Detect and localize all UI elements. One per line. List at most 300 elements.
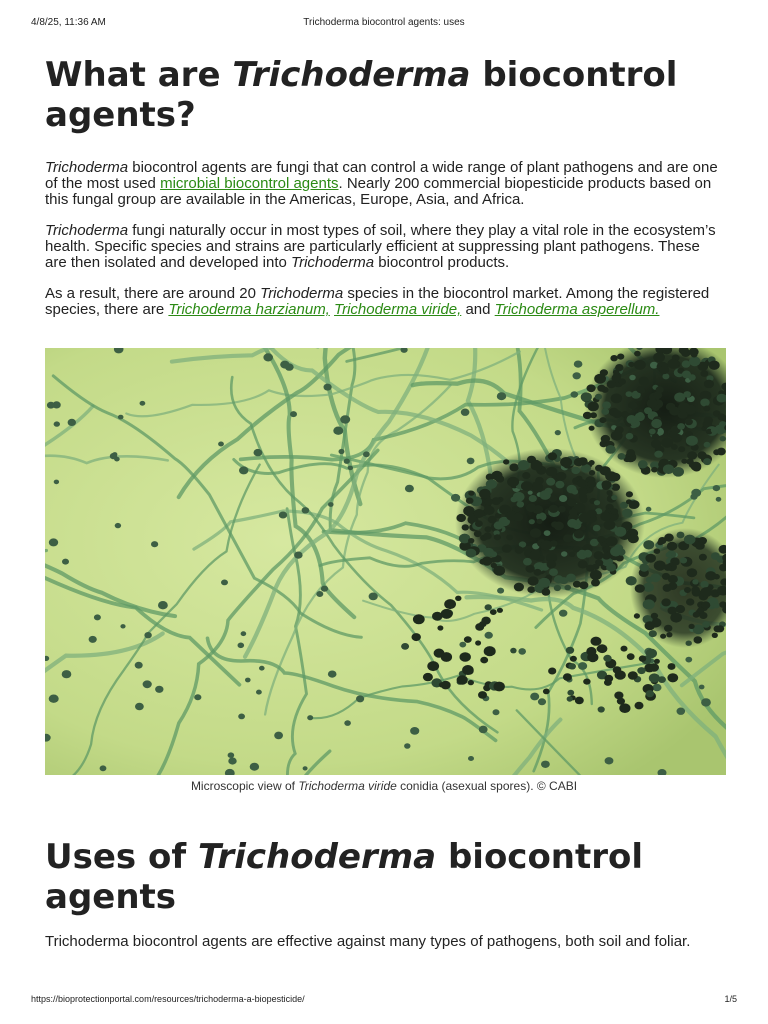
- spore: [348, 466, 353, 471]
- spore: [684, 535, 696, 545]
- spore: [587, 384, 596, 392]
- spore: [486, 479, 497, 489]
- spore: [622, 509, 633, 518]
- spore: [591, 579, 600, 587]
- spore: [457, 675, 468, 684]
- spore: [654, 548, 661, 554]
- spore: [441, 609, 453, 619]
- spore: [538, 698, 546, 705]
- spore: [563, 534, 573, 542]
- spore: [363, 451, 370, 457]
- spore: [669, 431, 677, 438]
- spore: [221, 580, 228, 586]
- spore: [413, 614, 425, 624]
- spore: [478, 691, 487, 699]
- spore: [668, 575, 678, 583]
- spore: [686, 641, 692, 646]
- print-footer: [31, 994, 737, 1006]
- spore: [303, 766, 308, 770]
- spore: [49, 538, 58, 546]
- spore: [626, 449, 635, 457]
- spore: [570, 656, 577, 662]
- spore: [49, 695, 59, 703]
- spore: [663, 584, 672, 592]
- spore: [561, 551, 567, 556]
- spore: [596, 560, 603, 566]
- page-number: 1/5: [724, 994, 737, 1004]
- link-trichoderma-viride[interactable]: Trichoderma viride,: [334, 301, 462, 318]
- spore: [554, 585, 561, 591]
- spore: [694, 636, 703, 643]
- spore: [635, 584, 645, 593]
- spore: [677, 532, 685, 539]
- spore: [228, 757, 236, 764]
- spore: [687, 451, 697, 460]
- spore: [678, 403, 690, 413]
- spore: [316, 591, 323, 597]
- spore: [423, 673, 433, 681]
- spore: [497, 608, 503, 613]
- spore: [613, 370, 619, 376]
- spore: [660, 634, 666, 639]
- spore: [638, 460, 648, 468]
- spore: [689, 624, 695, 629]
- spore: [597, 536, 605, 543]
- spore: [646, 649, 657, 659]
- spore: [534, 569, 542, 576]
- spore: [664, 625, 672, 632]
- spore: [493, 709, 500, 715]
- spore: [479, 621, 486, 627]
- spore: [339, 449, 345, 454]
- spore: [460, 652, 471, 662]
- spore: [459, 642, 466, 648]
- spore: [651, 419, 662, 428]
- spore: [705, 571, 716, 580]
- spore: [703, 458, 711, 465]
- spore: [548, 452, 557, 460]
- spore: [597, 646, 604, 652]
- spore: [701, 601, 710, 609]
- section-heading-what-are: What are Trichoderma biocontrol agents?: [45, 55, 678, 135]
- species-paragraph: As a result, there are around 20 Trichoderma species in the biocontrol market. Among the registered species, there are Trichoderma harzianum, Trichoderma viride, and Trichoderma asperellum.: [45, 285, 710, 318]
- spore: [621, 646, 628, 652]
- spore: [689, 356, 700, 366]
- spore: [611, 495, 617, 500]
- spore: [681, 459, 687, 464]
- spore: [678, 446, 685, 452]
- spore: [687, 568, 698, 577]
- spore: [404, 743, 410, 749]
- spore: [559, 610, 567, 617]
- spore: [574, 458, 584, 466]
- spore: [47, 402, 55, 409]
- print-document-title: Trichoderma biocontrol agents: uses: [303, 17, 465, 28]
- spore: [540, 540, 552, 550]
- spore: [645, 621, 656, 630]
- spore: [513, 513, 523, 522]
- spore: [479, 489, 491, 499]
- spore: [263, 353, 273, 361]
- spore: [307, 715, 313, 720]
- spore: [302, 507, 310, 513]
- spore: [62, 670, 72, 678]
- spore: [502, 544, 512, 552]
- spore: [494, 521, 504, 529]
- spore: [259, 666, 265, 671]
- spore: [573, 372, 581, 379]
- spore: [605, 445, 615, 454]
- micrograph-image: [45, 348, 726, 775]
- spore: [526, 565, 535, 573]
- spore: [511, 497, 518, 503]
- spore: [574, 530, 584, 539]
- spore: [194, 694, 201, 700]
- spore: [485, 632, 493, 639]
- spore: [527, 586, 535, 593]
- spore: [140, 401, 146, 406]
- spore: [673, 560, 680, 566]
- spore: [488, 516, 497, 524]
- spore: [619, 703, 630, 713]
- spore: [575, 697, 584, 705]
- spore: [574, 361, 583, 368]
- spore: [594, 500, 600, 505]
- spore: [555, 481, 564, 489]
- spore: [593, 525, 601, 532]
- spore: [462, 524, 469, 530]
- spore: [559, 495, 567, 502]
- spore: [456, 514, 466, 522]
- spore: [610, 547, 622, 557]
- link-trichoderma-harzianum[interactable]: Trichoderma harzianum,: [168, 301, 330, 318]
- spore: [482, 557, 493, 566]
- spore: [280, 361, 289, 369]
- spore: [427, 661, 439, 671]
- spore: [218, 442, 224, 447]
- spore: [583, 550, 592, 558]
- spore: [544, 530, 551, 536]
- spore: [646, 690, 654, 697]
- spore: [643, 599, 655, 609]
- spore: [560, 457, 572, 467]
- spore: [606, 536, 618, 546]
- spore: [530, 693, 539, 701]
- spore: [657, 540, 663, 545]
- spore: [649, 673, 660, 682]
- spore: [496, 475, 505, 482]
- spore: [685, 657, 692, 663]
- spore: [573, 546, 580, 552]
- section-heading-uses: Uses of Trichoderma biocontrol agents: [45, 837, 644, 917]
- spore: [602, 553, 610, 560]
- spore: [503, 459, 509, 464]
- spore: [682, 371, 691, 379]
- spore: [704, 417, 713, 425]
- spore: [54, 480, 59, 485]
- spore: [558, 506, 566, 513]
- spore: [549, 505, 559, 513]
- spore: [556, 472, 566, 481]
- spore: [579, 493, 587, 500]
- spore: [151, 541, 158, 547]
- spore: [523, 558, 532, 566]
- spore: [700, 587, 712, 597]
- spore: [115, 523, 121, 528]
- spore: [604, 520, 616, 530]
- spore: [256, 690, 262, 695]
- spore: [466, 498, 474, 504]
- spore: [704, 442, 711, 448]
- spore: [629, 375, 635, 381]
- spore: [700, 370, 708, 377]
- spore: [703, 406, 710, 412]
- spore: [546, 467, 557, 477]
- spore: [643, 540, 654, 549]
- spore: [667, 359, 679, 369]
- spore: [649, 630, 657, 637]
- spore: [673, 467, 684, 477]
- spore: [684, 587, 691, 593]
- spore: [441, 681, 451, 690]
- spore: [572, 489, 579, 495]
- spore: [699, 685, 705, 690]
- figure-caption: Microscopic view of Trichoderma viride conidia (asexual spores). © CABI: [190, 779, 578, 793]
- spore: [497, 588, 504, 594]
- spore: [526, 503, 536, 512]
- spore: [538, 578, 550, 588]
- spore: [618, 378, 626, 384]
- spore: [94, 614, 101, 620]
- spore: [569, 552, 575, 557]
- spore: [451, 494, 460, 502]
- spore: [714, 625, 722, 632]
- spore: [700, 581, 708, 588]
- spore: [611, 431, 623, 441]
- spore: [667, 542, 677, 551]
- spore: [461, 409, 470, 416]
- spore: [89, 636, 97, 643]
- spore: [563, 673, 572, 681]
- spore: [494, 534, 501, 540]
- spore: [492, 497, 501, 505]
- spore: [668, 607, 677, 615]
- spore: [158, 601, 168, 609]
- spore: [483, 532, 491, 539]
- spore: [677, 708, 686, 715]
- spore: [547, 560, 557, 568]
- spore: [62, 559, 69, 565]
- spore: [654, 561, 666, 571]
- spore: [554, 575, 564, 583]
- spore: [228, 752, 235, 758]
- spore: [578, 662, 587, 670]
- spore: [691, 352, 698, 358]
- link-microbial-biocontrol-agents[interactable]: microbial biocontrol agents: [160, 175, 339, 192]
- spore: [701, 698, 711, 706]
- spore: [356, 695, 364, 702]
- spore: [567, 499, 576, 507]
- spore: [455, 596, 461, 601]
- spore: [635, 702, 644, 710]
- spore: [613, 666, 622, 673]
- soil-paragraph: Trichoderma fungi naturally occur in most types of soil, where they play a vital role in the ecosystem’s health. Specific species and strains are particularly efficient at suppressing plant pathogens. These are then isolated and developed into Trichoderma biocontrol products.: [45, 222, 716, 271]
- spore: [279, 512, 287, 519]
- spore: [686, 598, 694, 605]
- spore: [573, 581, 581, 588]
- spore: [490, 609, 497, 615]
- spore: [509, 463, 518, 471]
- spore: [344, 720, 351, 726]
- spore: [663, 464, 674, 474]
- spore: [717, 448, 726, 456]
- spore: [634, 360, 646, 370]
- spore: [480, 657, 488, 664]
- spore: [693, 612, 700, 618]
- spore: [468, 756, 474, 761]
- spore: [531, 460, 543, 470]
- spore: [680, 557, 687, 563]
- spore: [405, 485, 414, 493]
- spore: [155, 686, 163, 693]
- spore: [704, 380, 714, 389]
- spore: [636, 386, 644, 393]
- spore: [579, 513, 591, 523]
- spore: [676, 605, 686, 613]
- spore: [685, 418, 693, 425]
- spore: [475, 640, 481, 645]
- spore: [68, 419, 76, 426]
- spore: [713, 485, 720, 491]
- spore: [401, 643, 409, 650]
- spore: [600, 369, 608, 376]
- spore: [626, 576, 637, 585]
- spore: [588, 402, 599, 412]
- spore: [595, 394, 602, 400]
- spore: [568, 663, 576, 669]
- spore: [674, 393, 685, 402]
- spore: [485, 526, 492, 532]
- spore: [581, 392, 592, 402]
- spore: [611, 508, 619, 514]
- spore: [666, 632, 672, 637]
- print-datetime: 4/8/25, 11:36 AM: [31, 17, 106, 28]
- spore: [604, 675, 613, 682]
- spore: [536, 519, 542, 524]
- spore: [600, 512, 611, 521]
- spore: [437, 625, 443, 630]
- spore: [468, 491, 474, 496]
- spore: [468, 538, 474, 543]
- spore: [659, 366, 669, 375]
- spore: [571, 391, 579, 397]
- spore: [634, 613, 640, 618]
- spore: [135, 703, 144, 710]
- spore: [493, 566, 505, 576]
- spore: [691, 586, 700, 593]
- spore: [699, 554, 707, 561]
- spore: [614, 692, 623, 700]
- spore: [510, 648, 516, 654]
- spore: [709, 361, 720, 370]
- spore: [144, 632, 151, 638]
- spore: [716, 497, 722, 502]
- spore: [522, 472, 530, 479]
- spore: [569, 509, 578, 516]
- spore: [587, 480, 596, 488]
- spore: [713, 603, 719, 608]
- spore: [546, 478, 555, 486]
- spore: [333, 427, 343, 435]
- spore: [434, 649, 445, 658]
- spore: [484, 506, 495, 515]
- spore: [238, 643, 245, 649]
- spore: [651, 613, 658, 619]
- spore: [484, 498, 493, 505]
- spore: [617, 354, 624, 360]
- spore: [610, 355, 617, 361]
- spore: [250, 763, 259, 771]
- spore: [515, 546, 524, 553]
- spore: [120, 624, 125, 628]
- spore: [597, 385, 605, 392]
- spore: [720, 436, 726, 441]
- spore: [653, 352, 665, 362]
- spore: [702, 621, 710, 628]
- spore: [645, 554, 656, 563]
- spore: [543, 689, 550, 695]
- spore: [468, 680, 474, 685]
- spore: [654, 659, 660, 664]
- spore: [528, 491, 533, 495]
- spore: [532, 482, 539, 488]
- spore: [328, 671, 337, 678]
- spore: [324, 384, 332, 391]
- spore: [475, 520, 483, 527]
- spore: [514, 583, 524, 592]
- spore: [664, 564, 672, 571]
- spore: [653, 684, 662, 692]
- spore: [578, 560, 588, 568]
- spore: [118, 415, 124, 420]
- spore: [662, 373, 669, 379]
- spore: [467, 458, 475, 465]
- spore: [479, 726, 488, 734]
- spore: [649, 429, 656, 435]
- spore: [667, 673, 678, 682]
- article-content: [45, 55, 725, 318]
- spore: [549, 568, 558, 576]
- spore: [529, 495, 537, 502]
- spore: [637, 667, 645, 674]
- link-trichoderma-asperellum[interactable]: Trichoderma asperellum.: [494, 301, 660, 318]
- spore: [607, 490, 613, 495]
- spore: [143, 680, 152, 688]
- print-header: [31, 17, 737, 31]
- spore: [474, 531, 482, 538]
- spore: [274, 732, 283, 740]
- spore: [629, 501, 639, 509]
- spore: [696, 544, 703, 550]
- spore: [321, 586, 328, 592]
- spore: [653, 391, 662, 399]
- spore: [690, 494, 697, 500]
- spore: [626, 433, 634, 440]
- spore: [605, 757, 614, 764]
- spore: [529, 550, 540, 560]
- spore: [521, 481, 533, 491]
- spore: [666, 552, 672, 557]
